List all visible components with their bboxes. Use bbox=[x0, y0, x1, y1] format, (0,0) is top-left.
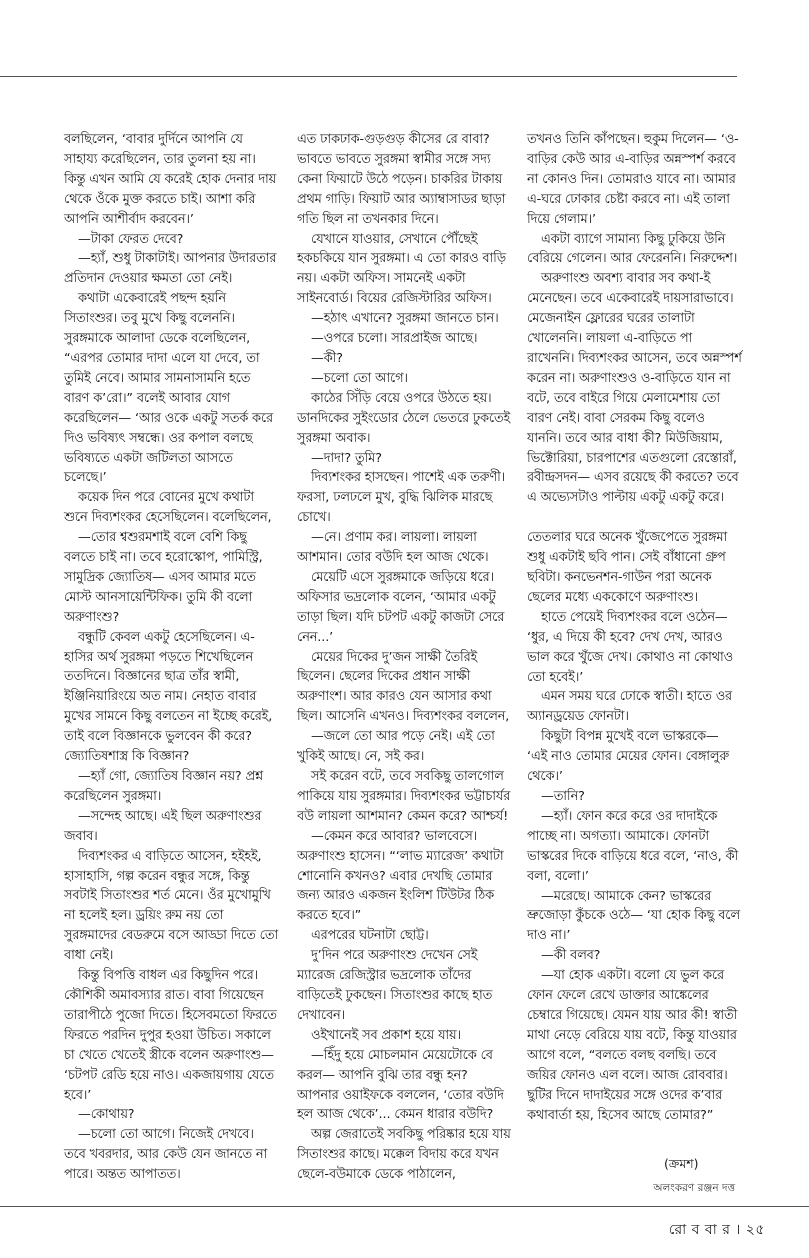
paragraph: —হিঁদু হয়ে মোচলমান মেয়েটোকে বে করল— আপনি বুঝি তার বন্ধু হন? আপনার ওয়াইফকে বললেন, ‘তোর বউদি হল আজ থেকে’... কেমন ধারার বউদি? bbox=[297, 1047, 504, 1123]
paragraph: —হ্যাঁ গো, জ্যোতিষ বিজ্ঞান নয়? প্রশ্ন করেছিলেন সুরঙ্গমা। bbox=[64, 769, 263, 804]
paragraph: এমন সময় ঘরে ঢোকে স্বাতী। হাতে ওর অ্যানড্রয়েড ফোনটা। bbox=[527, 689, 732, 725]
paragraph: —হঠাৎ এখানে? সুরঙ্গমা জানতে চান। bbox=[311, 311, 499, 327]
continued-label: (ক্রমশ) bbox=[664, 1156, 699, 1171]
paragraph: —তানি? bbox=[541, 789, 585, 804]
paragraph: বন্ধুটি কেবল একটু হেসেছিলেন। এ-হাসির অর্থ সুরঙ্গমা পড়তে শিখেছিলেন ততদিনে। বিজ্ঞানের ছাত্র তাঁর স্বামী, ইঞ্জিনিয়ারিংয়ে অত নাম। নেহাত বাবার মুখের সামনে কিছু বলতেন না ইচ্ছে করেই, তাই বলে বিজ্ঞানকে ভুলবেন কী করে? জ্যোতিষশাস্ত্র কি বিজ্ঞান? bbox=[64, 629, 273, 765]
paragraph: দিব্যশংকর এ বাড়িতে আসেন, হইহই, হাসাহাসি, গল্প করেন বন্ধুর সঙ্গে, কিন্তু সবটাই সিতাংশুর শর্ত মেনে। ওঁর মুখোমুখি না হলেই হল। ড্রয়িং রুম নয় তো সুরঙ্গমাদের বেডরুমে বসে আড্ডা দিতে তো বাধা নেই। bbox=[64, 848, 279, 964]
paragraph: —কী বলব? bbox=[541, 948, 601, 964]
paragraph: —কোথায়? bbox=[78, 1107, 135, 1123]
top-rule bbox=[0, 76, 737, 77]
paragraph: —কেমন করে আবার? ভালবেসে। অরুণাংশু হাসেন। “‘লাভ ম্যারেজ’ কথাটা শোনোনি কখনও? এবার দেখছি তোমার জন্য আরও একজন ইংলিশ টিউটর ঠিক করতে হবে।” bbox=[297, 828, 504, 924]
paragraph: কয়েক দিন পরে বোনের মুখে কথাটা শুনে দিব্যশংকর হেসেছিলেন। বলেছিলেন, bbox=[64, 490, 272, 526]
paragraph: হাতে পেয়েই দিব্যশংকর বলে ওঠেন— ‘ধুর, এ দিয়ে কী হবে? দেখ দেখ, আরও ভাল করে খুঁজে দেখ। কোথাও না কোথাও তো হবেই।’ bbox=[527, 609, 733, 685]
paragraph: —কী? bbox=[311, 350, 343, 366]
bottom-rule bbox=[0, 1206, 809, 1207]
paragraph: —নে। প্রণাম কর। লায়লা। লায়লা আশমান। তোর বউদি হল আজ থেকে। bbox=[297, 530, 489, 566]
paragraph: কথাটা একেবারেই পছন্দ হয়নি সিতাংশুর। তবু মুখে কিছু বলেননি। সুরঙ্গমাকে আলাদা ডেকে বলেছিলেন, “এরপর তোমার দাদা এলে যা দেবে, তা তুমিই নেবে। আমার সামনাসামনি হতে বারণ ক’রো।” বলেই আবার যোগ করেছিলেন— ‘আর ওকে একটু সতর্ক করে দিও ভবিষ্যৎ সম্বন্ধে। ওর কপাল বলছে ভবিষ্যতে একটা জটিলতা আসতে চলেছে।’ bbox=[64, 291, 273, 486]
paragraph: মেয়ের দিকের দু’জন সাক্ষী তৈরিই ছিলেন। ছেলের দিকের প্রধান সাক্ষী অরুণাংশ। আর কারও যেন আসার কথা ছিল। আসেনি এখনও। দিব্যশংকর বললেন, bbox=[297, 649, 510, 725]
paragraph: একটা ব্যাগে সামান্য কিছু ঢুকিয়ে উনি বেরিয়ে গেলেন। আর ফেরেননি। নিরুদ্দেশ। bbox=[527, 231, 738, 267]
paragraph: —হ্যাঁ, শুধু টাকাটাই। আপনার উদারতার প্রতিদান দেওয়ার ক্ষমতা তো নেই। bbox=[64, 251, 277, 287]
paragraph: এরপরের ঘটনাটা ছোট্ট। bbox=[311, 928, 429, 944]
paragraph: কিছুটা বিপন্ন মুখেই বলে ভাস্করকে— ‘এই নাও তোমার মেয়ের ফোন। বেঙ্গালুরু থেকে।’ bbox=[527, 729, 729, 785]
paragraph: —ওপরে চলো। সারপ্রাইজ আছে। bbox=[311, 331, 478, 347]
paragraph: —জলে তো আর পড়ে নেই। এই তো খুকিই আছে। নে, সই কর। bbox=[297, 729, 495, 765]
paragraph: ওইখানেই সব প্রকাশ হয়ে যায়। bbox=[311, 1027, 461, 1043]
paragraph: —টাকা ফেরত দেবে? bbox=[78, 231, 184, 247]
paragraph: —চলো তো আগে। নিজেই দেখবে। তবে খবরদার, আর কেউ যেন জানতে না পারে। অন্তত আপাতত। bbox=[64, 1127, 268, 1183]
paragraph: —যা হোক একটা। বলো যে ভুল করে ফোন ফেলে রেখে ডাক্তার আঙ্কেলের চেম্বারে গিয়েছে। যেমন যায় আর কী! স্বাতী মাথা নেড়ে বেরিয়ে যায় বটে, কিন্তু যাওয়ার আগে বলে, “বলতে বলছ বলছি। তবে জয়ির ফোনও এল বলে। আজ রোববার। ছুটির দিনে দাদাইয়ের সঙ্গে ওদের ক’বার কথাবার্তা হয়, হিসেব আছে তোমার?” bbox=[527, 968, 738, 1123]
page-folio: রো ব বা র । ২৫ bbox=[668, 1222, 765, 1238]
paragraph: বলছিলেন, ‘বাবার দুর্দিনে আপনি যে সাহায্য করেছিলেন, তার তুলনা হয় না। কিন্তু এখন আমি যে করেই হোক দেনার দায় থেকে ওঁকে মুক্ত করতে চাই। আশা করি আপনি আশীর্বাদ করবেন।’ bbox=[64, 132, 277, 227]
paragraph: কিন্তু বিপত্তি বাধল এর কিছুদিন পরে। কৌশিকী অমাবস্যার রাত। বাবা গিয়েছেন তারাপীঠে পুজো দিতে। হিসেবমতো ফিরতে ফিরতে পরদিন দুপুর হওয়া উচিত। সকালে চা খেতে খেতেই স্ত্রীকে বলেন অরুণাংশু— ‘চটপট রেডি হয়ে নাও। একজায়গায় যেতে হবে।’ bbox=[64, 968, 277, 1103]
text-column-2 bbox=[297, 130, 512, 1185]
paragraph: যেখানে যাওয়ার, সেখানে পৌঁছেই হকচকিয়ে যান সুরঙ্গমা। এ তো কারও বাড়ি নয়। একটা অফিস। সামনেই একটা সাইনবোর্ড। বিয়ের রেজিস্টারির অফিস। bbox=[297, 231, 506, 307]
paragraph: অরুণাংশু অবশ্য বাবার সব কথা-ই মেনেছেন। তবে একেবারেই দায়সারাভাবে। মেজেনাইন ফ্লোরের ঘরের তালাটা খোলেননি। লায়লা এ-বাড়িতে পা রাখেননি। দিব্যশংকর আসেন, তবে অন্নস্পর্শ করেন না। অরুণাংশুও ও-বাড়িতে যান না বটে, তবে বাইরে গিয়ে মেলামেশায় তো বারণ নেই। বাবা সেরকম কিছু বলেও যাননি। তবে আর বাধা কী? মিউজিয়াম, ভিক্টোরিয়া, চারপাশের এতগুলো রেস্তোরাঁ, রবীন্দ্রসদন— এসব রয়েছে কী করতে? তবে এ অভ্যেসটাও পাল্টায় একটু একটু করে। bbox=[527, 271, 742, 506]
paragraph: কাঠের সিঁড়ি বেয়ে ওপরে উঠতে হয়। ডানদিকের সুইংডোর ঠেলে ভেতরে ঢুকতেই সুরঙ্গমা অবাক। bbox=[297, 390, 511, 446]
paragraph: তখনও তিনি কাঁপছেন। হুকুম দিলেন— ‘ও-বাড়ির কেউ আর এ-বাড়ির অন্নস্পর্শ করবে না কোনও দিন। তোমরাও যাবে না। আমার এ-ঘরে ঢোকার চেষ্টা করবে না। এই তালা দিয়ে গেলাম।’ bbox=[527, 132, 739, 227]
paragraph: —তোর শ্বশুরমশাই বলে বেশি কিছু বলতে চাই না। তবে হরোস্কোপ, পামিস্ট্রি, সামুদ্রিক জ্যোতিষ— এসব আমার মতে মোস্ট আনসায়েন্টিফিক। তুমি কী বলো অরুণাংশু? bbox=[64, 530, 263, 625]
text-column-1 bbox=[64, 130, 279, 1185]
paragraph: দিব্যশংকর হাসছেন। পাশেই এক তরুণী। ফরসা, ঢলঢলে মুখ, বুদ্ধি ঝিলিক মারছে চোখে। bbox=[297, 470, 506, 526]
paragraph: —হ্যাঁ। ফোন করে করে ওর দাদাইকে পাচ্ছে না। অগত্যা। আমাকে। ফোনটা ভাস্করের দিকে বাড়িয়ে ধরে বলে, ‘নাও, কী বলা, বলো।’ bbox=[527, 808, 739, 884]
paragraph: —মরেছে। আমাকে কেন? ভাস্করের ভ্রুজোড়া কুঁচকে ওঠে— ‘যা হোক কিছু বলে দাও না।’ bbox=[527, 888, 740, 944]
illustration-credit: অলংকরণ রঞ্জন দত্ত bbox=[653, 1182, 735, 1194]
text-column-3 bbox=[527, 130, 742, 1125]
paragraph: —দাদা? তুমি? bbox=[311, 450, 382, 466]
paragraph: দু’দিন পরে অরুণাংশু দেখেন সেই ম্যারেজ রেজিস্ট্রার ভদ্রলোক তাঁদের বাড়িতেই ঢুকছেন। সিতাংশুর কাছে হাত দেখাবেন। bbox=[297, 948, 493, 1023]
paragraph: তেতলার ঘরে অনেক খুঁজেপেতে সুরঙ্গমা শুধু একটাই ছবি পান। সেই বাঁধানো গ্রুপ ছবিটা। কনভেনশন-গাউন পরা অনেক ছেলের মধ্যে এককোণে অরুণাংশু। bbox=[527, 530, 728, 605]
paragraph: মেয়েটি এসে সুরঙ্গমাকে জড়িয়ে ধরে। অফিসার ভদ্রলোক বলেন, ‘আমার একটু তাড়া ছিল। যদি চটপট একটু কাজটা সেরে নেন...’ bbox=[297, 569, 505, 645]
paragraph: এত ঢাকঢাক-গুড়গুড় কীসের রে বাবা? ভাবতে ভাবতে সুরঙ্গমা স্বামীর সঙ্গে সদ্য কেনা ফিয়াটে উঠে পড়েন। চাকরির টাকায় প্রথম গাড়ি। ফিয়াট আর অ্যাম্বাসাডর ছাড়া গতি ছিল না তখনকার দিনে। bbox=[297, 132, 506, 227]
paragraph: —সন্দেহ আছে। এই ছিল অরুণাংশুর জবাব। bbox=[64, 808, 262, 844]
paragraph: সই করেন বটে, তবে সবকিছু তালগোল পাকিয়ে যায় সুরঙ্গমার। দিব্যশংকর ভট্টাচার্যর বউ লায়লা আশমান? কেমন করে? আশ্চর্য! bbox=[297, 769, 511, 824]
paragraph: —চলো তো আগে। bbox=[311, 370, 408, 386]
paragraph: অল্প জেরাতেই সবকিছু পরিষ্কার হয়ে যায় সিতাংশুর কাছে। মক্কেল বিদায় করে যখন ছেলে-বউমাকে ডেকে পাঠালেন, bbox=[297, 1127, 511, 1183]
